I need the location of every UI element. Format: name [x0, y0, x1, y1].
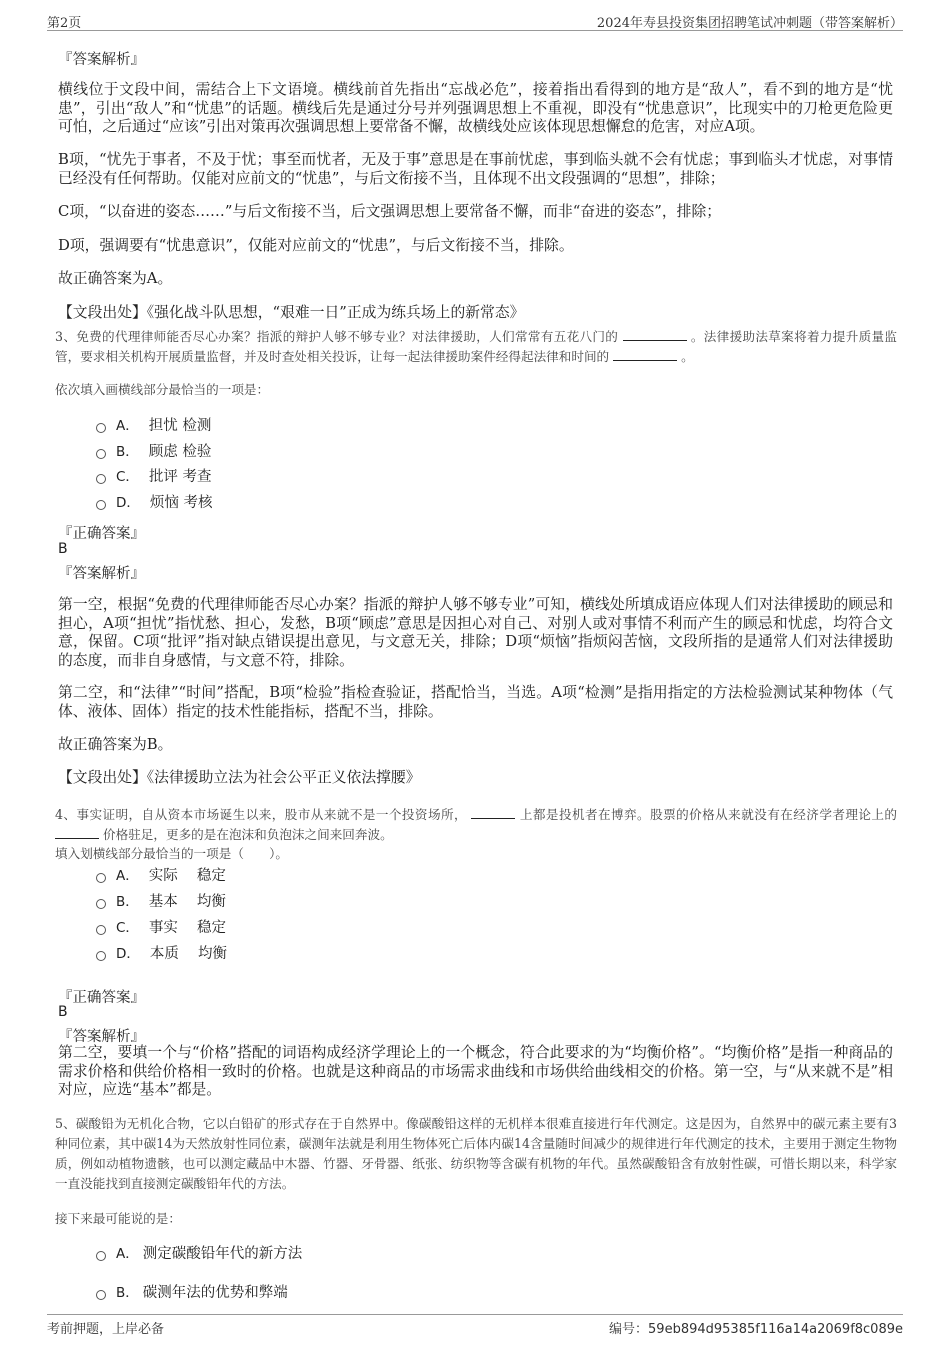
q3-analysis-p2: 第二空，和“法律”“时间”搭配，B项“检验”指检查验证，搭配恰当，当选。A项“检测”是指用指定的方法检验测试某种物体（气体、液体、固体）指定的技术性能指标，搭配不当，排除。 [58, 684, 893, 720]
q2-analysis-p4: D项，强调要有“忧患意识”，仅能对应前文的“忧患”，与后文衔接不当，排除。 [58, 237, 574, 254]
q4-analysis: 第二空，要填一个与“价格”搭配的词语构成经济学理论上的一个概念，符合此要求的为“均衡价格”。“均衡价格”是指一种商品的需求价格和供给价格相一致时的价格。也就是这种商品的市场需求曲线和市场供给曲线相交的价格。第一空，与“从来就不是”相对应，应选“基本”都是。 [58, 1044, 893, 1098]
footer-slogan: 考前押题，上岸必备 [47, 1322, 165, 1337]
q3-stem-part3: 。 [681, 349, 694, 364]
q4-option-c[interactable] [96, 919, 226, 937]
q2-analysis-heading: 『答案解析』 [58, 52, 145, 68]
q3-source: 【文段出处】《法律援助立法为社会公平正义依法撑腰》 [58, 769, 421, 786]
radio-icon[interactable] [96, 500, 106, 510]
radio-icon[interactable] [96, 1290, 106, 1300]
q3-blank-1 [623, 328, 687, 341]
option-text: 碳测年法的优势和弊端 [142, 1285, 288, 1301]
q4-stem-part2: 上都是投机者在博弈。股票的价格从来就没有在经济学者理论上的 [519, 807, 897, 822]
q4-correct-answer: B [58, 1004, 68, 1020]
option-letter: D． [116, 946, 140, 962]
option-text: 本质 均衡 [149, 946, 228, 962]
option-text: 基本 均衡 [148, 894, 226, 910]
q2-conclusion: 故正确答案为A。 [58, 270, 173, 287]
radio-icon[interactable] [96, 925, 106, 935]
q3-option-b[interactable] [96, 443, 211, 461]
q2-source: 【文段出处】《强化战斗队思想，“艰难一日”正成为练兵场上的新常态》 [58, 304, 525, 321]
q3-correct-heading: 『正确答案』 [58, 526, 145, 542]
code-label: 编号： [609, 1322, 649, 1337]
radio-icon[interactable] [96, 474, 106, 484]
option-text: 担忧 检测 [148, 418, 212, 434]
q3-correct-answer: B [58, 541, 68, 557]
q4-stem-part3: 价格驻足，更多的是在泡沫和负泡沫之间来回奔波。 [103, 827, 393, 842]
radio-icon[interactable] [96, 873, 106, 883]
q5-option-b[interactable] [96, 1284, 288, 1302]
q5-stem: 5、碳酸铅为无机化合物，它以白铅矿的形式存在于自然界中。像碳酸铅这样的无机样本很难直接进行年代测定。这是因为，自然界中的碳元素主要有3种同位素，其中碳14为天然放射性同位素，碳测年法就是利用生物体死亡后体内碳14含量随时间减少的规律进行年代测定的技术，主要用于测定生物物质，例如动植物遗骸，也可以测定藏品中木器、竹器、牙骨器、纸张、纺织物等含碳有机物的年代。虽然碳酸铅含有放射性碳，可惜长期以来，科学家一直没能找到直接测定碳酸铅年代的方法。 [55, 1116, 897, 1191]
option-text: 测定碳酸铅年代的新方法 [142, 1246, 303, 1262]
option-text: 顾虑 检验 [148, 444, 212, 460]
q4-stem [55, 805, 897, 845]
page-number: 第2页 [47, 16, 82, 31]
option-letter: C． [116, 469, 139, 485]
option-text: 事实 稳定 [148, 920, 227, 936]
page-header [47, 10, 903, 31]
q3-analysis-p1: 第一空，根据“免费的代理律师能否尽心办案？指派的辩护人够不够专业”可知，横线处所填成语应体现人们对法律援助的顾忌和担心，A项“担忧”指忧愁、担心，发愁，B项“顾虑”意思是因担心对自己、对别人或对事情不利而产生的顾忌和忧虑，均符合文意，保留。C项“批评”指对缺点错误提出意见，与文意无关，排除；D项“烦恼”指烦闷苦恼，文段所指的是通常人们对法律援助的态度，而非自身感情，与文意不符，排除。 [58, 596, 893, 669]
q3-stem-part2: 。法律援助法草案将着力提升质量监管，要求相关机构开展质量监督，并及时查处相关投诉，让每一起法律援助案件经得起法律和时间的 [55, 329, 898, 364]
q4-blank-2 [55, 826, 99, 839]
code-value: 59eb894d95385f116a14a2069f8c089e [648, 1322, 903, 1337]
q4-analysis-heading: 『答案解析』 [58, 1029, 145, 1045]
q3-stem [55, 327, 897, 367]
q4-prompt: 填入划横线部分最恰当的一项是（ ）。 [55, 846, 288, 861]
q2-analysis-p2: B项，“忧先于事者，不及于忧；事至而忧者，无及于事”意思是在事前忧虑，事到临头就不会有忧虑；事到临头才忧虑，对事情已经没有任何帮助。仅能对应前文的“忧患”，与后文衔接不当，且体现不出文段强调的“思想”，排除； [58, 151, 893, 187]
option-letter: B． [116, 444, 139, 460]
q3-conclusion: 故正确答案为B。 [58, 736, 173, 753]
option-letter: B． [116, 1285, 139, 1301]
document-code [609, 1318, 903, 1337]
q3-prompt: 依次填入画横线部分最恰当的一项是： [55, 382, 270, 397]
option-letter: D． [116, 495, 140, 511]
q3-option-d[interactable] [96, 494, 213, 512]
q4-option-a[interactable] [96, 867, 226, 885]
option-letter: A． [116, 418, 139, 434]
q2-analysis-p1: 横线位于文段中间，需结合上下文语境。横线前首先指出“忘战必危”，接着指出看得到的地方是“敌人”，看不到的地方是“忧患”，引出“敌人”和“忧患”的话题。横线后先是通过分号并列强调思想上不重视，即没有“忧患意识”，比现实中的刀枪更危险更可怕，之后通过“应该”引出对策再次强调思想上要常备不懈，故横线处应该体现思想懈怠的危害，对应A项。 [58, 81, 893, 135]
q4-stem-part1: 4、事实证明，自从资本市场诞生以来，股市从来就不是一个投资场所， [55, 807, 468, 822]
option-text: 实际 稳定 [148, 868, 226, 884]
option-letter: A． [116, 868, 139, 884]
q2-analysis-p3: C项，“以奋进的姿态……”与后文衔接不当，后文强调思想上要常备不懈，而非“奋进的姿态”，排除； [58, 203, 722, 220]
q3-option-a[interactable] [96, 417, 211, 435]
radio-icon[interactable] [96, 449, 106, 459]
q4-correct-heading: 『正确答案』 [58, 990, 145, 1006]
option-letter: A． [116, 1246, 139, 1262]
q3-stem-part1: 3、免费的代理律师能否尽心办案？指派的辩护人够不够专业？对法律援助，人们常常有五花八门的 [55, 329, 619, 344]
document-title: 2024年寿县投资集团招聘笔试冲刺题（带答案解析） [596, 16, 903, 31]
radio-icon[interactable] [96, 1251, 106, 1261]
q4-option-b[interactable] [96, 893, 226, 911]
option-letter: B． [116, 894, 139, 910]
radio-icon[interactable] [96, 423, 106, 433]
q3-blank-2 [613, 348, 677, 361]
option-letter: C． [116, 920, 139, 936]
radio-icon[interactable] [96, 951, 106, 961]
radio-icon[interactable] [96, 899, 106, 909]
q5-prompt: 接下来最可能说的是： [55, 1211, 181, 1226]
page-footer [47, 1314, 903, 1335]
q3-analysis-heading: 『答案解析』 [58, 566, 145, 582]
q3-option-c[interactable] [96, 468, 212, 486]
option-text: 批评 考查 [148, 469, 212, 485]
q4-blank-1 [471, 806, 515, 819]
q5-option-a[interactable] [96, 1245, 302, 1263]
option-text: 烦恼 考核 [149, 495, 213, 511]
q4-option-d[interactable] [96, 945, 227, 963]
